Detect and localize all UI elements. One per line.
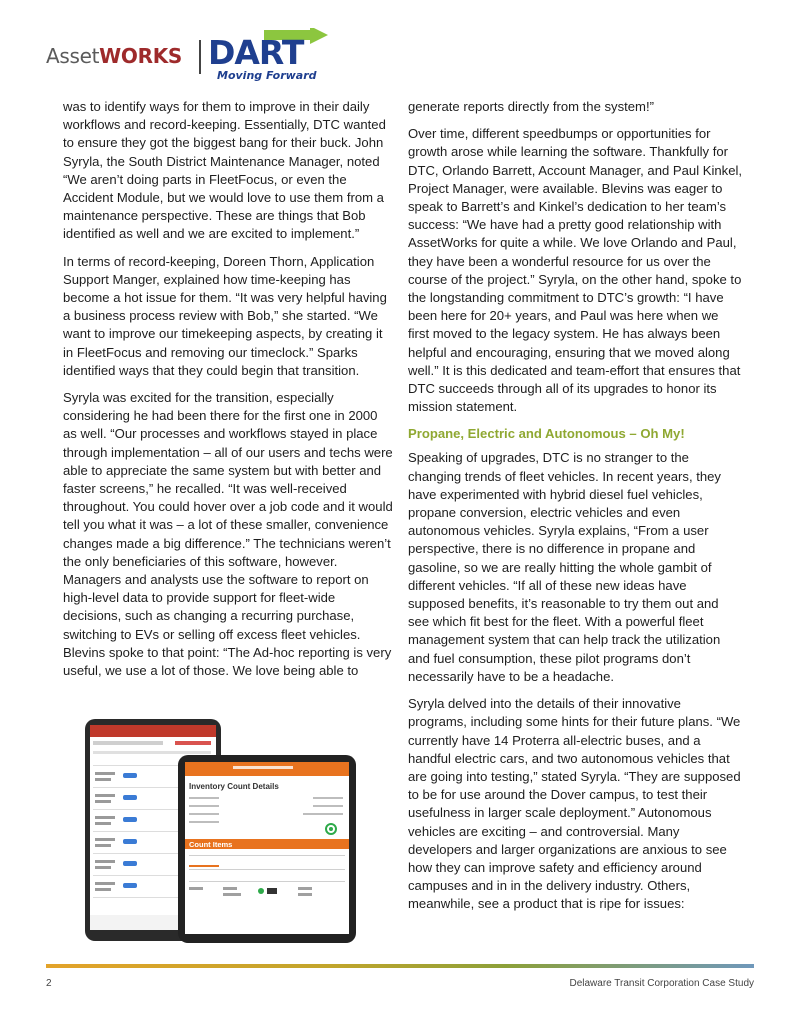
page-header [46, 28, 406, 88]
footer-doc-title: Delaware Transit Corporation Case Study [569, 978, 754, 989]
dart-wordmark: DART [208, 33, 304, 72]
right-column [408, 98, 743, 914]
section-subheading: Propane, Electric and Autonomous – Oh My! [408, 426, 685, 442]
dart-tagline: Moving Forward [217, 69, 317, 82]
body-paragraph: generate reports directly from the system!” [408, 99, 654, 114]
body-paragraph: Syryla was excited for the transition, especially considering he had been there for the first one in 2000 as well. “Our processes and workflows stayed in place through implementation – all of our users and techs were able to appreciate the same system but with better and faster screens,” he recalled. “It was well-received throughout. You could hover over a job code and it would tell you what it was – a lot of these smaller, convenience changes made a big difference.” The technicians weren’t the only beneficiaries of this software, however. Managers and analysts use the software to report on high-level data to provide support for fleet-wide decisions, such as changing a recurring purchase, switching to EVs or selling off excess fleet vehicles. Blevins spoke to that point: “The Ad-hoc reporting is very useful, we use a lot of those. We love being able to [63, 390, 393, 679]
dart-logo [206, 28, 341, 84]
body-paragraph: Speaking of upgrades, DTC is no stranger to the changing trends of fleet vehicles. In recent years, they have experimented with hybrid diesel fuel vehicles, propane conversion, electric vehicles and even autonomous vehicles. Syryla explains, “From a user perspective, there is no difference in propane and gasoline, so we are really hitting the whole gambit of different vehicles. “If all of these new ideas have supposed benefits, it’s reasonable to try them out and see which fit best for the fleet. With a powerful fleet management system that can help track the utilization and fuel consumption, these pilot programs don’t necessarily have to be a headache. [408, 450, 721, 684]
body-paragraph: was to identify ways for them to improve in their daily workflows and record-keeping. Essentially, DTC wanted to ensure they got the biggest bang for their buck. John Syryla, the South District Maintenance Manager, noted “We aren’t doing parts in FleetFocus, or even the Accident Module, but we would love to use them from a maintenance perspective. These are things that Bob identified as well and we are excited to implement.” [63, 99, 386, 242]
tablet-header-text: Inventory Count Details [189, 782, 279, 791]
assetworks-logo: AssetWORKS [46, 44, 183, 68]
front-tablet [178, 755, 356, 943]
body-paragraph: In terms of record-keeping, Doreen Thorn, Application Support Manger, explained how time-keeping has become a hot issue for them. “It was very helpful having a business process review with Bob,” she started. “We want to improve our timekeeping aspects, by creating it in FleetFocus and removing our timeclock.” Sparks identified ways that they could begin that transition. [63, 253, 387, 378]
page-number: 2 [46, 978, 52, 989]
left-column [63, 98, 393, 680]
body-paragraph: Syryla delved into the details of their innovative programs, including some hints for their future plans. “We currently have 14 Proterra all-electric buses, and a handful electric cars, and two autonomous vehicles that are going into testing,” stated Syryla. “They are supposed to be for use around the Dover campus, to test their usefulness in larger scale deployment.” Autonomous vehicles are exciting – and controversial. Many developers and larger organizations are anxious to see how they can improve safety and efficiency around campuses and in in the delivery industry. Others, meanwhile, see a product that is ripe for issues: [408, 696, 741, 912]
footer-rule [46, 964, 754, 968]
body-paragraph: Over time, different speedbumps or opportunities for growth arose while learning the software. Thankfully for DTC, Orlando Barrett, Account Manager, and Paul Kinkel, Project Manager, were available. Blevins was eager to speak to Barrett’s and Kinkel’s dedication to her team’s success: “We have had a pretty good relationship with AssetWorks for quite a while. We love Orlando and Paul, they have been a wonderful resource for us over the course of the project.” Syryla, on the other hand, spoke to the longstanding commitment to DTC’s growth: “I have been here for 20+ years, and Paul was here when we first moved to the legacy system. He has always been helpful and encouraging, ensuring that we moved along well.” It is this dedicated and team-effort that ensures that DTC succeeds through all of its upgrades to honor its mission statement. [408, 126, 743, 415]
tablet-section-text: Count Items [189, 840, 233, 849]
logo-divider [199, 40, 201, 74]
app-screenshot-image [83, 717, 358, 945]
